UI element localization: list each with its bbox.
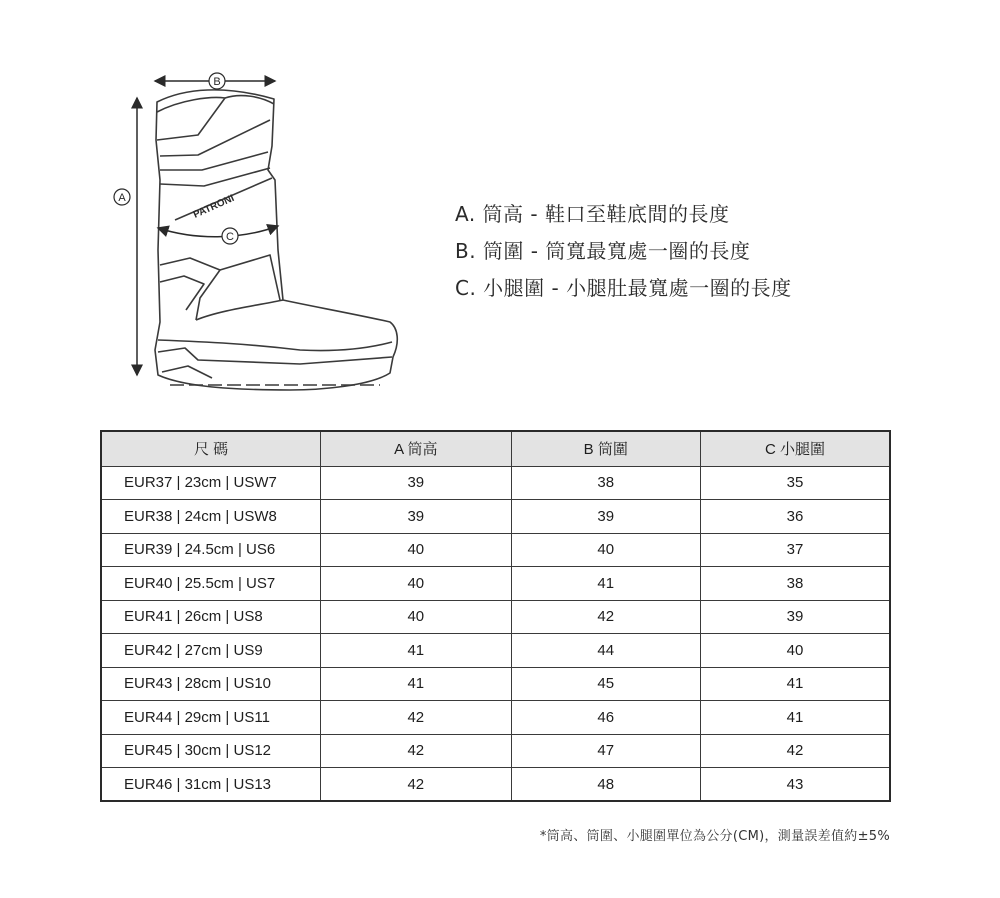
size-cell: EUR37 | 23cm | USW7 xyxy=(101,466,321,500)
value-cell: 43 xyxy=(700,768,890,802)
table-row xyxy=(101,768,890,802)
brand-logo: PATRONI xyxy=(191,192,236,221)
value-cell: 40 xyxy=(321,533,511,567)
value-cell: 40 xyxy=(321,600,511,634)
header-c-calf: C 小腿圍 xyxy=(700,431,890,466)
boot-illustration xyxy=(100,60,420,410)
size-cell: EUR45 | 30cm | US12 xyxy=(101,734,321,768)
value-cell: 40 xyxy=(321,567,511,601)
value-cell: 45 xyxy=(511,667,700,701)
value-cell: 48 xyxy=(511,768,700,802)
legend-item-b: B. 筒圍 - 筒寬最寬處一圈的長度 xyxy=(455,239,751,263)
value-cell: 41 xyxy=(321,667,511,701)
value-cell: 35 xyxy=(700,466,890,500)
value-cell: 39 xyxy=(321,500,511,534)
dimension-c-line xyxy=(158,226,278,237)
size-cell: EUR42 | 27cm | US9 xyxy=(101,634,321,668)
size-cell: EUR46 | 31cm | US13 xyxy=(101,768,321,802)
svg-text:C: C xyxy=(226,231,234,243)
value-cell: 39 xyxy=(511,500,700,534)
label-b-badge xyxy=(209,73,225,89)
value-cell: 40 xyxy=(700,634,890,668)
svg-text:A: A xyxy=(118,192,126,204)
value-cell: 44 xyxy=(511,634,700,668)
value-cell: 39 xyxy=(321,466,511,500)
size-cell: EUR43 | 28cm | US10 xyxy=(101,667,321,701)
value-cell: 41 xyxy=(700,701,890,735)
table-header-row xyxy=(101,431,890,466)
svg-text:B: B xyxy=(213,76,221,88)
label-a-badge xyxy=(114,189,130,205)
size-cell: EUR40 | 25.5cm | US7 xyxy=(101,567,321,601)
value-cell: 41 xyxy=(511,567,700,601)
table-row xyxy=(101,701,890,735)
value-cell: 39 xyxy=(700,600,890,634)
table-row xyxy=(101,634,890,668)
value-cell: 36 xyxy=(700,500,890,534)
value-cell: 42 xyxy=(700,734,890,768)
value-cell: 37 xyxy=(700,533,890,567)
legend-item-a: A. 筒高 - 鞋口至鞋底間的長度 xyxy=(455,202,730,226)
value-cell: 41 xyxy=(700,667,890,701)
measurement-legend xyxy=(455,196,792,307)
header-a-height: A 筒高 xyxy=(321,431,511,466)
value-cell: 38 xyxy=(511,466,700,500)
value-cell: 42 xyxy=(321,768,511,802)
table-row xyxy=(101,600,890,634)
table-row xyxy=(101,533,890,567)
size-cell: EUR38 | 24cm | USW8 xyxy=(101,500,321,534)
value-cell: 42 xyxy=(511,600,700,634)
header-size: 尺 碼 xyxy=(101,431,321,466)
size-cell: EUR39 | 24.5cm | US6 xyxy=(101,533,321,567)
value-cell: 47 xyxy=(511,734,700,768)
footnote: *筒高、筒圍、小腿圍單位為公分(CM)，測量誤差值約±5% xyxy=(539,829,890,844)
table-row xyxy=(101,734,890,768)
header-b-circumference: B 筒圍 xyxy=(511,431,700,466)
table-row xyxy=(101,466,890,500)
value-cell: 46 xyxy=(511,701,700,735)
value-cell: 38 xyxy=(700,567,890,601)
value-cell: 42 xyxy=(321,734,511,768)
label-c-badge xyxy=(222,228,238,244)
value-cell: 40 xyxy=(511,533,700,567)
table-row xyxy=(101,500,890,534)
size-chart-table xyxy=(100,430,891,802)
value-cell: 41 xyxy=(321,634,511,668)
rain-boot-icon xyxy=(155,90,397,390)
size-cell: EUR41 | 26cm | US8 xyxy=(101,600,321,634)
table-row xyxy=(101,667,890,701)
value-cell: 42 xyxy=(321,701,511,735)
size-cell: EUR44 | 29cm | US11 xyxy=(101,701,321,735)
table-row xyxy=(101,567,890,601)
legend-item-c: C. 小腿圍 - 小腿肚最寬處一圈的長度 xyxy=(455,276,792,300)
